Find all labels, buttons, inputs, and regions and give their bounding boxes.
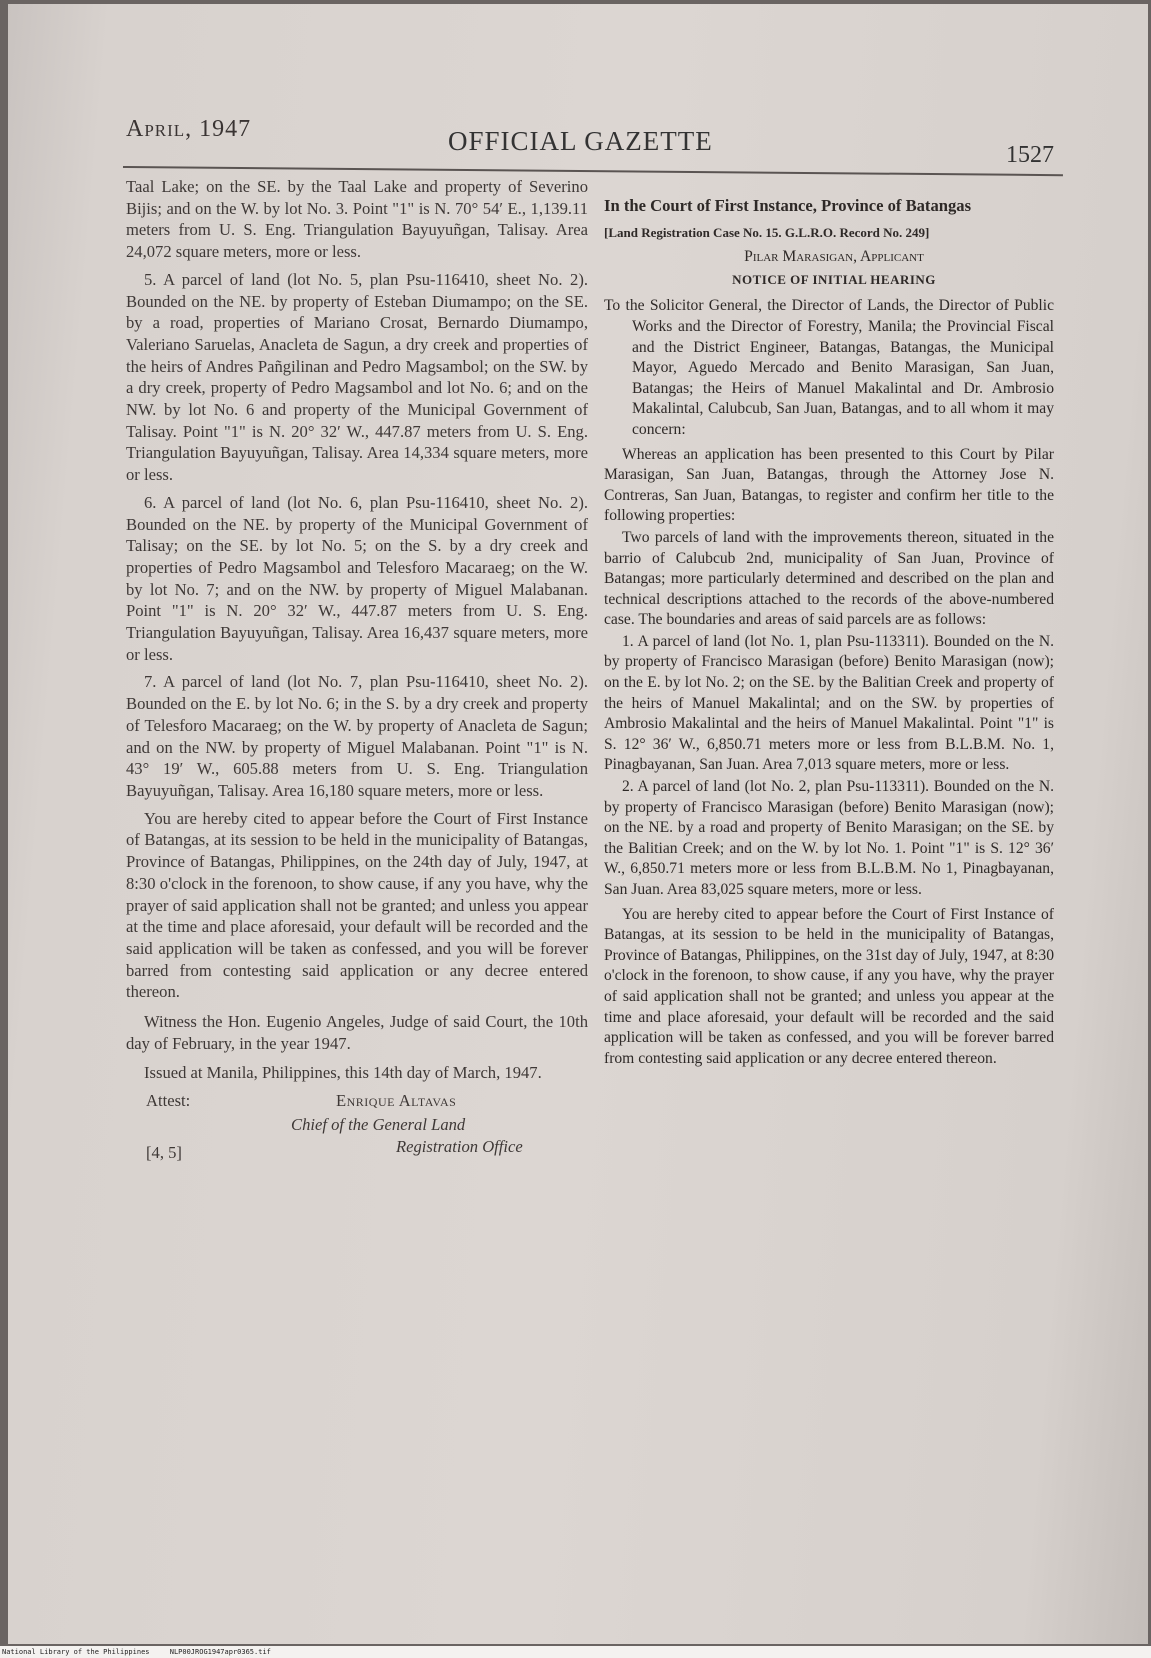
gazette-page xyxy=(8,4,1148,1644)
signer-title-row xyxy=(126,1136,588,1160)
case-reference: [Land Registration Case No. 15. G.L.R.O. Record No. 249] xyxy=(604,224,930,240)
lot-1-paragraph: 1. A parcel of land (lot No. 1, plan Psu-113311). Bounded on the N. by property of Francisco Marasigan (before) Benito Marasigan (now); on the E. by lot No. 2; on the SE. by the Balitian Creek and property of the heirs of Manuel Makalintal; and on the SW. by properties of Ambrosio Makalintal and the heirs of Manuel Makalintal. Point "1" is S. 12° 36′ W., 6,850.71 meters more or less from B.L.B.M. No. 1, Pinagbayanan, San Juan. Area 7,013 square meters, more or less. xyxy=(604,632,1054,774)
page-number: 1527 xyxy=(1006,142,1054,168)
parcels-paragraph: Two parcels of land with the improvements thereon, situated in the barrio of Calubcub 2nd, municipality of San Juan, Province of Batangas; more particularly determined and described on the plan and technical descriptions attached to the records of the above-numbered case. The boundaries and areas of said parcels are as follows: xyxy=(604,528,1054,629)
whereas-paragraph: Whereas an application has been presented to this Court by Pilar Marasigan, San Juan, Batangas, through the Attorney Jose N. Contreras, San Juan, Batangas, to register and confirm her title to the following properties: xyxy=(604,445,1054,525)
issued-paragraph: Issued at Manila, Philippines, this 14th day of March, 1947. xyxy=(144,1063,542,1083)
header-rule xyxy=(123,166,1063,176)
lot-6-paragraph: 6. A parcel of land (lot No. 6, plan Psu-116410, sheet No. 2). Bounded on the NE. by property of the Municipal Government of Talisay; on the SE. by lot No. 5; on the S. by a dry creek and properties of Pedro Magsambol and Telesforo Macaraeg; on the W. by lot No. 7; and on the NW. by property of Miguel Malabanan. Point "1" is N. 20° 32′ W., 447.87 meters from U. S. Eng. Triangulation Bayuyuñgan, Talisay. Area 16,437 square meters, more or less. xyxy=(126,492,588,664)
intro-paragraph: Taal Lake; on the SE. by the Taal Lake and property of Severino Bijis; and on the W. by lot No. 3. Point "1" is N. 70° 54′ E., 1,139.11 meters from U. S. Eng. Triangulation Bayuyuñgan, Talisay. Area 24,072 square meters, more or less. xyxy=(126,177,588,262)
scan-footer xyxy=(0,1646,1151,1658)
lot-2-paragraph: 2. A parcel of land (lot No. 2, plan Psu-113311). Bounded on the N. by property of Francisco Marasigan (before) Benito Marasigan (now); on the NE. by a road and property of Benito Marasigan; on the SE. by the Balitian Creek; and on the W. by lot No. 1. Point "1" is S. 12° 36′ W., 6,850.71 meters more or less from B.L.B.M. No 1, Pinagbayanan, San Juan. Area 83,025 square meters, more or less. xyxy=(604,778,1054,898)
citation-paragraph-right: You are hereby cited to appear before the Court of First Instance of Batangas, at its session to be held in the municipality of Batangas, Province of Batangas, Philippines, on the 31st day of July, 1947, at 8:30 o'clock in the forenoon, to show cause, if any you have, why the prayer of said application shall not be granted; and unless you appear at the time and place aforesaid, your default will be recorded and the said application will be taken as confessed, and you will be forever barred from contesting said application or any decree entered thereon. xyxy=(604,905,1054,1067)
right-column xyxy=(604,196,1054,1069)
lot-5-paragraph: 5. A parcel of land (lot No. 5, plan Psu-116410, sheet No. 2). Bounded on the NE. by property of Esteban Diumampo; on the SE. by a road, properties of Mariano Crosat, Bernardo Diumampo, Valeriano Saruelas, Anacleta de Sagun, a dry creek and properties of the heirs of Andres Pañgilinan and Pedro Magsambol; on the SW. by a dry creek, property of Pedro Magsambol and lot No. 6; and on the NW. by lot No. 6 and property of the Municipal Government of Talisay. Point "1" is N. 20° 32′ W., 447.87 meters from U. S. Eng. Triangulation Bayuyuñgan, Talisay. Area 14,334 square meters, more or less. xyxy=(126,269,588,485)
notice-heading: NOTICE OF INITIAL HEARING xyxy=(732,271,936,287)
citation-paragraph: You are hereby cited to appear before the Court of First Instance of Batangas, at its session to be held in the municipality of Batangas, Province of Batangas, Philippines, on the 24th day of July, 1947, at 8:30 o'clock in the forenoon, to show cause, if any you have, why the prayer of said application shall not be granted; and unless you appear at the time and place aforesaid, your default will be recorded and the said application will be taken as confessed, and you will be forever barred from contesting said application or any decree entered thereon. xyxy=(126,808,588,1002)
applicant-line: Pilar Marasigan, Applicant xyxy=(744,248,924,266)
signer-name: Enrique Altavas xyxy=(336,1091,457,1111)
issue-date: April, 1947 xyxy=(126,116,252,142)
signer-title-2: Registration Office xyxy=(396,1136,523,1156)
left-column xyxy=(126,176,588,1160)
attest-label: Attest: xyxy=(146,1091,191,1111)
witness-paragraph: Witness the Hon. Eugenio Angeles, Judge of said Court, the 10th day of February, in the year 1947. xyxy=(126,1012,588,1053)
issue-reference: [4, 5] xyxy=(146,1142,182,1162)
signer-title-1: Chief of the General Land xyxy=(291,1115,466,1135)
addressees-paragraph: To the Solicitor General, the Director of Lands, the Director of Public Works and the Director of Forestry, Manila; the Provincial Fiscal and the District Engineer, Batangas, Batangas, the Municipal Mayor, Aguedo Mercado and Benito Marasigan, San Juan, Batangas; the Heirs of Manuel Makalintal and Dr. Ambrosio Makalintal, Calubcub, San Juan, Batangas, and to all whom it may concern: xyxy=(604,297,1054,438)
lot-7-paragraph: 7. A parcel of land (lot No. 7, plan Psu-116410, sheet No. 2). Bounded on the E. by lot No. 6; in the S. by a dry creek and property of Telesforo Macaraeg; on the W. by property of Anacleta de Sagun; and on the NW. by property of Miguel Malabanan. Point "1" is N. 43° 19′ W., 605.88 meters from U. S. Eng. Triangulation Bayuyuñgan, Talisay. Area 16,180 square meters, more or less. xyxy=(126,672,588,800)
library-credit: National Library of the Philippines xyxy=(2,1648,150,1656)
attest-row xyxy=(126,1090,588,1114)
court-heading: In the Court of First Instance, Province of Batangas xyxy=(604,196,972,215)
publication-title: OFFICIAL GAZETTE xyxy=(448,126,713,156)
scan-filename: NLP00JROG1947apr0365.tif xyxy=(169,1648,271,1656)
